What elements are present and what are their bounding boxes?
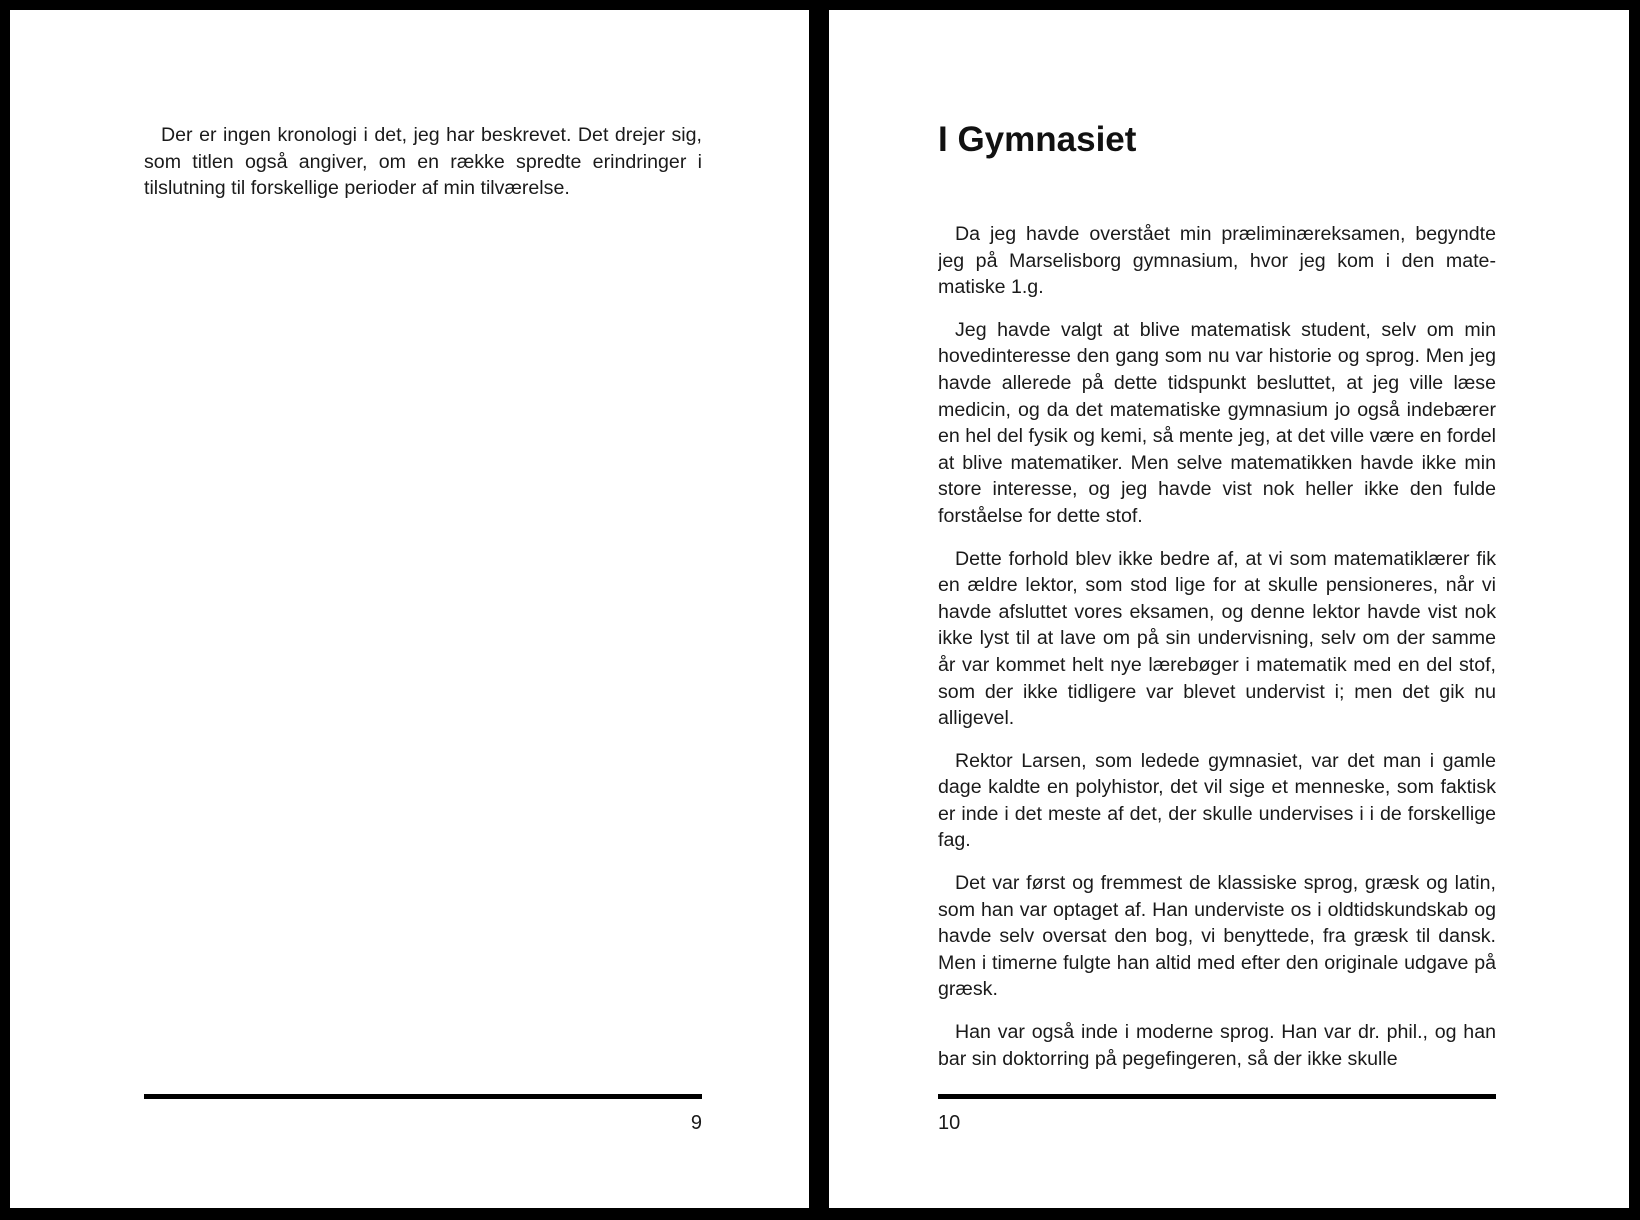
paragraph: Jeg havde valgt at blive matematisk student, selv om min hovedinteresse den gang som nu var historie og sprog. Men jeg havde allerede på dette tidspunkt besluttet, at jeg ville læse medicin, og da det matematiske gymnasium jo også indebærer en hel del fysik og kemi, så mente jeg, at det ville være en fordel at blive matematiker. Men selve matematikken havde ikke min store interesse, og jeg havde vist nok heller ikke den fulde forståelse for dette stof. — [938, 318, 1496, 527]
paragraph: Dette forhold blev ikke bedre af, at vi som matematiklærer fik en ældre lektor, som stod lige for at skulle pensioneres, når vi havde afsluttet vores eksamen, og denne lektor havde vist nok ikke lyst til at lave om på sin undervisning, selv om der samme år var kommet helt nye lærebøger i matematik med en del stof, som der ikke tidligere var blevet undervist i; men det gik nu alligevel. — [938, 547, 1496, 730]
footer-rule — [938, 1094, 1496, 1099]
left-page — [10, 10, 809, 1208]
paragraph: Der er ingen kronologi i det, jeg har beskrevet. Det drejer sig, som titlen også angiver, om en række spredte erindringer i tilslutning til forskellige perioder af min tilværelse. — [144, 124, 702, 200]
paragraph: Rektor Larsen, som ledede gymnasiet, var det man i gamle dage kaldte en polyhistor, det vil sige et menneske, som faktisk er inde i det meste af det, der skulle undervises i i de forskellige fag. — [938, 749, 1496, 852]
left-page-body — [144, 122, 702, 218]
right-page — [829, 10, 1629, 1208]
paragraph: Det var først og fremmest de klassiske sprog, græsk og latin, som han var optaget af. Han underviste os i oldtidskundskab og havde selv oversat den bog, vi benyttede, fra græsk til dansk. Men i timerne fulgte han altid med efter den originale udgave på græsk. — [938, 872, 1496, 1001]
right-page-body — [938, 221, 1496, 1092]
paragraph: Da jeg havde overstået min præliminæreksamen, begyndte jeg på Marselisborg gymnasium, hvor jeg kom i den matematiske 1.g. — [938, 223, 1496, 299]
page-number: 10 — [938, 1112, 961, 1134]
chapter-title: I Gymnasiet — [938, 120, 1137, 159]
paragraph: Han var også inde i moderne sprog. Han var dr. phil., og han bar sin doktorring på pegefingeren, så der ikke skulle — [938, 1021, 1496, 1070]
page-number: 9 — [690, 1112, 702, 1134]
footer-rule — [144, 1094, 702, 1099]
